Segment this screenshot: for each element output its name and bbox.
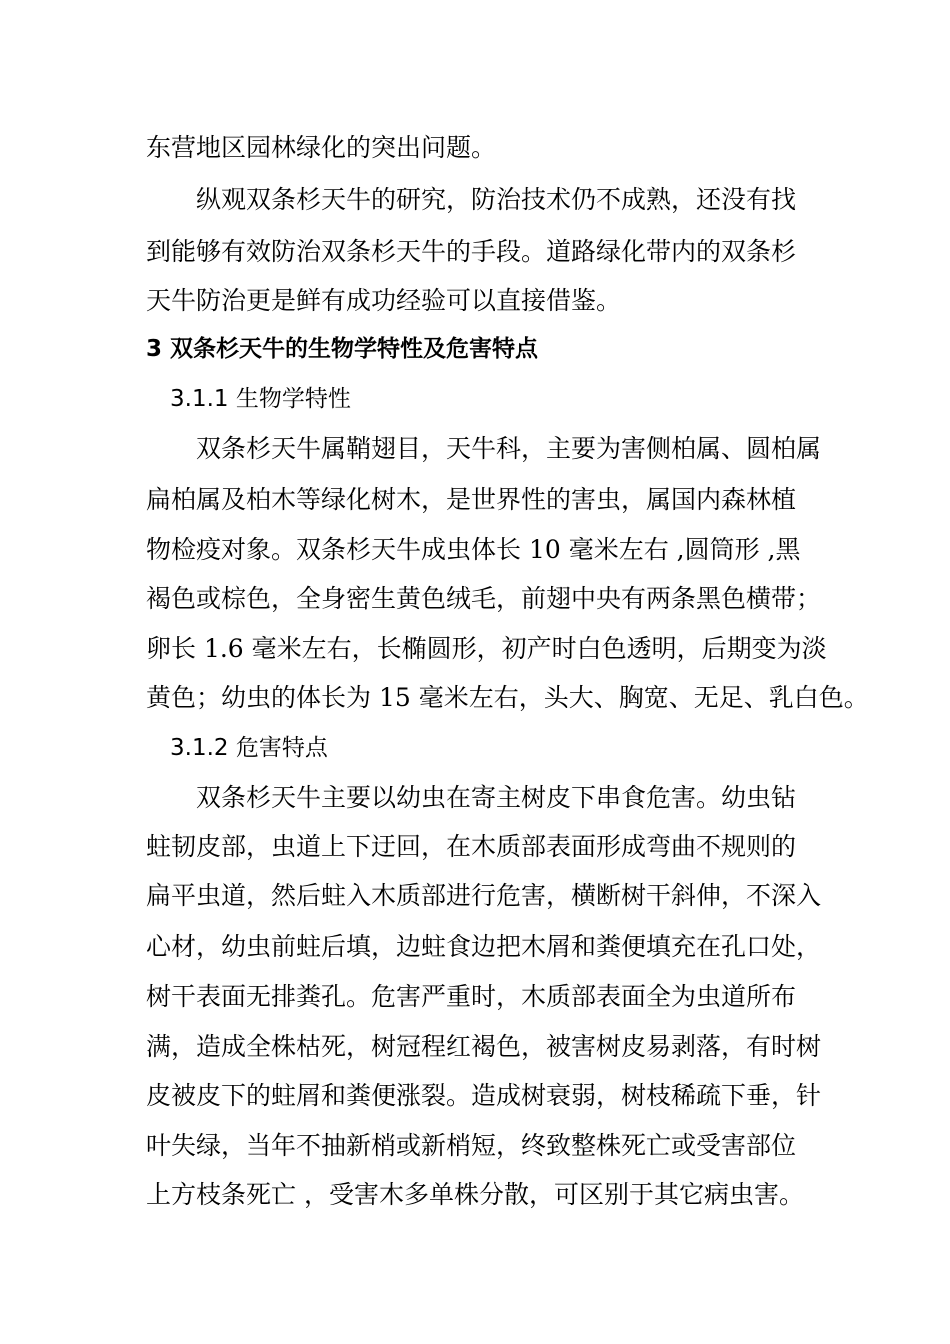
paragraph-line: 褐色或棕色，全身密生黄色绒毛，前翅中央有两条黑色横带； [146,584,822,613]
paragraph-line: 卵长 1.6 毫米左右，长椭圆形，初产时白色透明，后期变为淡 [146,634,827,663]
paragraph-line: 双条杉天牛属鞘翅目，天牛科，主要为害侧柏属、圆柏属 [196,434,822,463]
subsection-heading: 3.1.2 危害特点 [170,735,328,761]
paragraph-line: 天牛防治更是鲜有成功经验可以直接借鉴。 [146,286,622,315]
subsection-heading: 3.1.1 生物学特性 [170,386,351,412]
paragraph-line: 心材，幼虫前蛀后填，边蛀食边把木屑和粪便填充在孔口处， [146,932,822,961]
paragraph-line: 叶失绿，当年不抽新梢或新梢短，终致整株死亡或受害部位 [146,1131,797,1160]
paragraph-line: 到能够有效防治双条杉天牛的手段。道路绿化带内的双条杉 [146,237,797,266]
paragraph-line: 皮被皮下的蛀屑和粪便涨裂。造成树衰弱，树枝稀疏下垂，针 [146,1081,822,1110]
paragraph-line: 黄色；幼虫的体长为 15 毫米左右，头大、胸宽、无足、乳白色。 [146,683,869,712]
paragraph-line: 满，造成全株枯死，树冠程红褐色，被害树皮易剥落，有时树 [146,1032,822,1061]
paragraph-line: 物检疫对象。双条杉天牛成虫体长 10 毫米左右 ,圆筒形 ,黑 [146,535,801,564]
paragraph-line: 扁平虫道，然后蛀入木质部进行危害，横断树干斜伸，不深入 [146,881,822,910]
paragraph-line: 树干表面无排粪孔。危害严重时，木质部表面全为虫道所布 [146,982,797,1011]
paragraph-line: 东营地区园林绿化的突出问题。 [146,133,497,162]
paragraph-line: 双条杉天牛主要以幼虫在寄主树皮下串食危害。幼虫钻 [196,783,797,812]
paragraph-line: 蛀韧皮部，虫道上下迂回，在木质部表面形成弯曲不规则的 [146,832,797,861]
paragraph-line: 扁柏属及柏木等绿化树木，是世界性的害虫，属国内森林植 [146,485,797,514]
paragraph-line: 纵观双条杉天牛的研究，防治技术仍不成熟，还没有找 [196,185,797,214]
paragraph-line: 上方枝条死亡 ，受害木多单株分散，可区别于其它病虫害。 [146,1180,804,1209]
section-heading: 3 双条杉天牛的生物学特性及危害特点 [146,336,539,362]
